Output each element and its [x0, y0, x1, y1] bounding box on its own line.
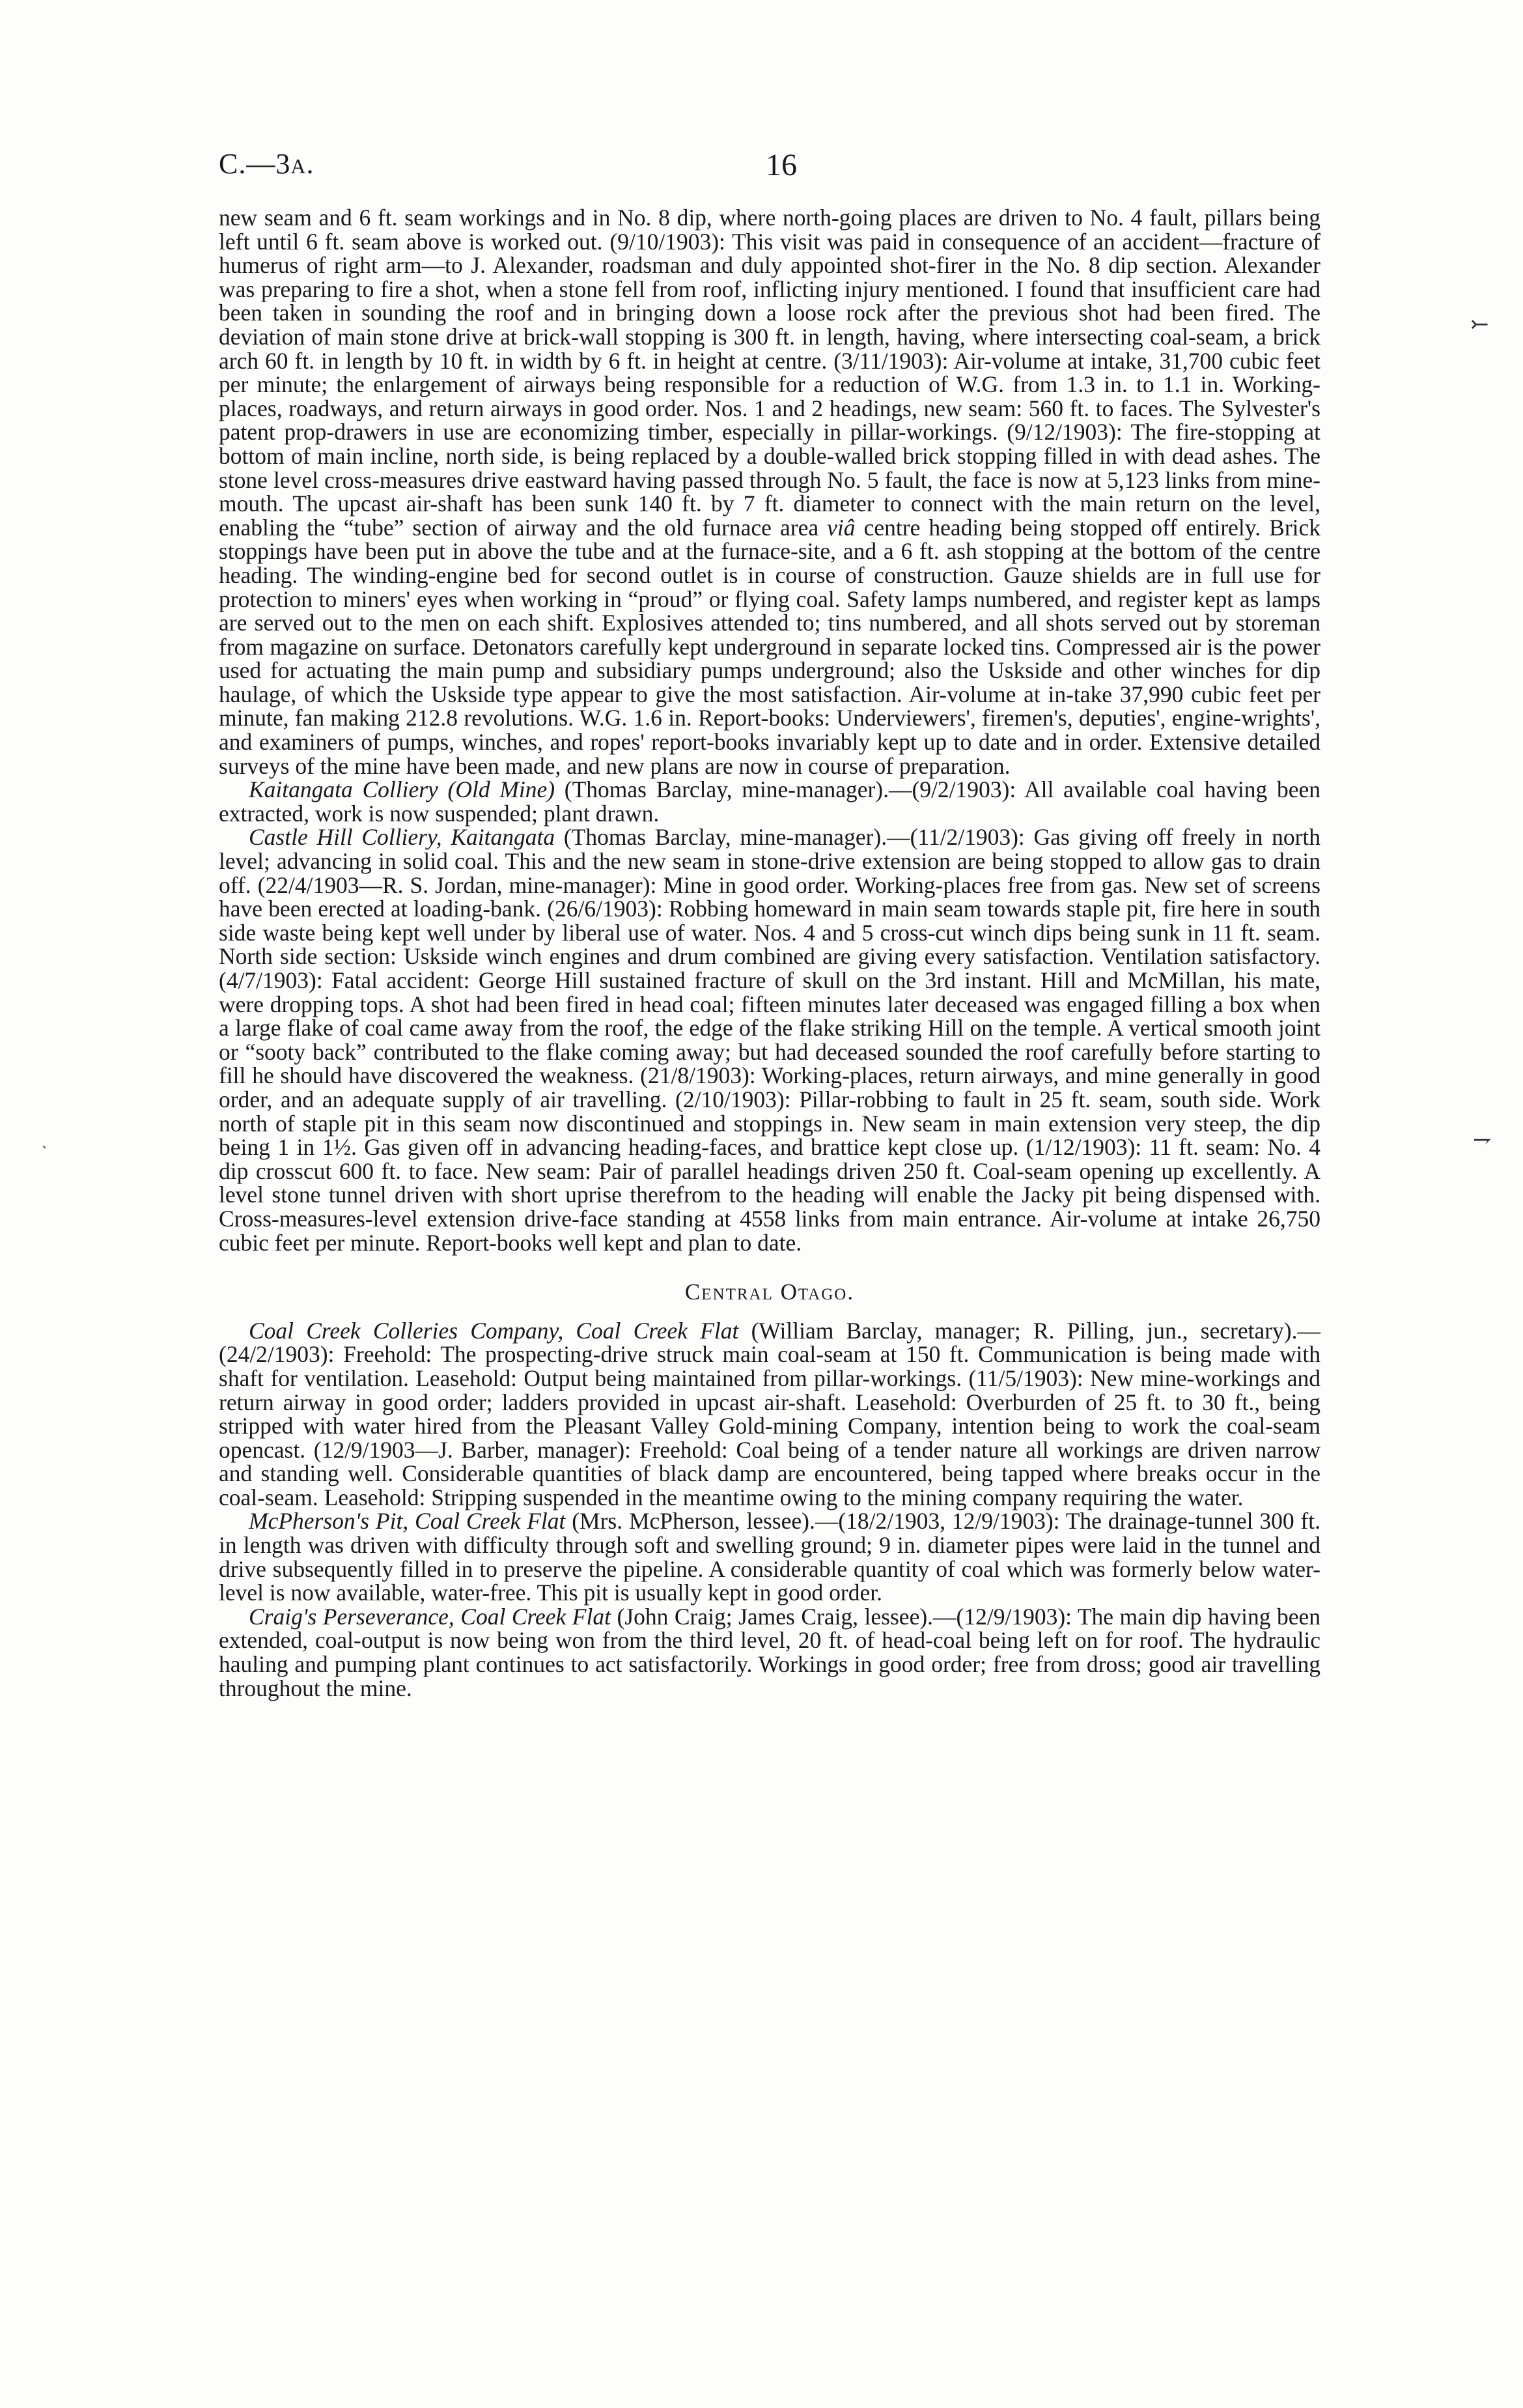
paragraph-coal-creek-collieries: Coal Creek Colleries Company, Coal Creek Flat (William Barclay, manager; R. Pilling, jun., secretary).—(24/2/1903): Freehold: The prospecting-drive struck main coal-seam at 150 ft. Communication is being made with shaft for ventilation. Leasehold: Output being maintained from pillar-workings. (11/5/1903): New mine-workings and return airway in good order; ladders provided in upcast air-shaft. Leasehold: Overburden of 25 ft. to 30 ft., being stripped with water hired from the Pleasant Valley Gold-mining Company, intention being to work the coal-seam opencast. (12/9/1903—J. Barber, manager): Freehold: Coal being of a tender nature all workings are driven narrow and standing well. Considerable quantities of black damp are encountered, being tapped where breaks occur in the coal-seam. Leasehold: Stripping suspended in the meantime owing to the mining company requiring the water.	[219, 1317, 1320, 1510]
margin-mark: ⇁	[1473, 1128, 1492, 1152]
paragraph-kaitangata-old-mine: Kaitangata Colliery (Old Mine) (Thomas Barclay, mine-manager).—(9/2/1903): All available coal having been extracted, work is now suspended; plant drawn.	[219, 776, 1320, 827]
margin-mark: ⤚	[1470, 313, 1489, 337]
document-code: C.—3A.	[219, 148, 314, 180]
page-header	[219, 147, 1320, 186]
colliery-title: Kaitangata Colliery (Old Mine)	[249, 776, 555, 803]
page-number: 16	[766, 148, 797, 182]
colliery-title: Craig's Perseverance, Coal Creek Flat	[249, 1603, 611, 1630]
colliery-title: Coal Creek Colleries Company, Coal Creek Flat	[249, 1317, 739, 1344]
margin-mark: `	[42, 1143, 48, 1162]
body-text	[219, 206, 1320, 1700]
colliery-title: Castle Hill Colliery, Kaitangata	[249, 824, 555, 851]
colliery-title: McPherson's Pit, Coal Creek Flat	[249, 1508, 566, 1535]
paragraph-mcphersons-pit: McPherson's Pit, Coal Creek Flat (Mrs. McPherson, lessee).—(18/2/1903, 12/9/1903): The drainage-tunnel 300 ft. in length was driven with difficulty through soft and swelling ground; 9 in. diameter pipes were laid in the tunnel and drive subsequently filled in to preserve the pipeline. A considerable quantity of coal which was formerly below water-level is now available, water-free. This pit is usually kept in good order.	[219, 1508, 1320, 1606]
paragraph-castle-hill: Castle Hill Colliery, Kaitangata (Thomas Barclay, mine-manager).—(11/2/1903): Gas giving off freely in north level; advancing in solid coal. This and the new seam in stone-drive extension are being stopped to allow gas to drain off. (22/4/1903—R. S. Jordan, mine-manager): Mine in good order. Working-places free from gas. New set of screens have been erected at loading-bank. (26/6/1903): Robbing homeward in main seam towards staple pit, fire here in south side waste being kept well under by liberal use of water. Nos. 4 and 5 cross-cut winch dips being sunk in 11 ft. seam. North side section: Uskside winch engines and drum combined are giving every satisfaction. Ventilation satisfactory. (4/7/1903): Fatal accident: George Hill sustained fracture of skull on the 3rd instant. Hill and McMillan, his mate, were dropping tops. A shot had been fired in head coal; fifteen minutes later deceased was engaged filling a box when a large flake of coal came away from the roof, the edge of the flake striking Hill on the temple. A vertical smooth joint or “sooty back” contributed to the flake coming away; but had deceased sounded the roof carefully before starting to fill he should have discovered the weakness. (21/8/1903): Working-places, return airways, and mine generally in good order, and an adequate supply of air travelling. (2/10/1903): Pillar-robbing to fault in 25 ft. seam, south side. Work north of staple pit in this seam now discontinued and stoppings in. New seam in main extension very steep, the dip being 1 in 1½. Gas given off in advancing heading-faces, and brattice kept close up. (1/12/1903): 11 ft. seam: No. 4 dip crosscut 600 ft. to face. New seam: Pair of parallel headings driven 250 ft. Coal-seam opening up excellently. A level stone tunnel driven with short uprise therefrom to the heading will enable the Jacky pit being dispensed with. Cross-measures-level extension drive-face standing at 4558 links from main entrance. Air-volume at intake 26,750 cubic feet per minute. Report-books well kept and plan to date.	[219, 824, 1321, 1256]
paragraph-continuation: new seam and 6 ft. seam workings and in No. 8 dip, where north-going places are driven to No. 4 fault, pillars being left until 6 ft. seam above is worked out. (9/10/1903): This visit was paid in consequence of an accident—fracture of humerus of right arm—to J. Alexander, roadsman and duly appointed shot-firer in the No. 8 dip section. Alexander was preparing to fire a shot, when a stone fell from roof, inflicting injury mentioned. I found that insufficient care had been taken in sounding the roof and in bringing down a loose rock after the previous shot had been fired. The deviation of main stone drive at brick-wall stopping is 300 ft. in length, having, where intersecting coal-seam, a brick arch 60 ft. in length by 10 ft. in width by 6 ft. in height at centre. (3/11/1903): Air-volume at intake, 31,700 cubic feet per minute; the enlargement of airways being responsible for a reduction of W.G. from 1.3 in. to 1.1 in. Working-places, roadways, and return airways in good order. Nos. 1 and 2 headings, new seam: 560 ft. to faces. The Sylvester's patent prop-drawers in use are economizing timber, especially in pillar-workings. (9/12/1903): The fire-stopping at bottom of main incline, north side, is being replaced by a double-walled brick stopping filled in with dead ashes. The stone level cross-measures drive eastward having passed through No. 5 fault, the face is now at 5,123 links from mine-mouth. The upcast air-shaft has been sunk 140 ft. by 7 ft. diameter to connect with the main return on the level, enabling the “tube” section of airway and the old furnace area viâ centre heading being stopped off entirely. Brick stoppings have been put in above the tube and at the furnace-site, and a 6 ft. ash stopping at the bottom of the centre heading. The winding-engine bed for second outlet is in course of construction. Gauze shields are in full use for protection to miners' eyes when working in “proud” or flying coal. Safety lamps numbered, and register kept as lamps are served out to the men on each shift. Explosives attended to; tins numbered, and all shots served out by storeman from magazine on surface. Detonators carefully kept underground in separate locked tins. Compressed air is the power used for actuating the main pump and subsidiary pumps underground; also the Uskside and other winches for dip haulage, of which the Uskside type appear to give the most satisfaction. Air-volume at in-take 37,990 cubic feet per minute, fan making 212.8 revolutions. W.G. 1.6 in. Report-books: Underviewers', firemen's, deputies', engine-wrights', and examiners of pumps, winches, and ropes' report-books invariably kept up to date and in order. Extensive detailed surveys of the mine have been made, and new plans are now in course of preparation.	[219, 205, 1321, 779]
paragraph-craigs-perseverance: Craig's Perseverance, Coal Creek Flat (John Craig; James Craig, lessee).—(12/9/1903): The main dip having been extended, coal-output is now being won from the third level, 20 ft. of head-coal being left on for roof. The hydraulic hauling and pumping plant continues to act satisfactorily. Workings in good order; free from dross; good air travelling throughout the mine.	[219, 1603, 1321, 1701]
section-heading: Central Otago.	[684, 1279, 855, 1305]
